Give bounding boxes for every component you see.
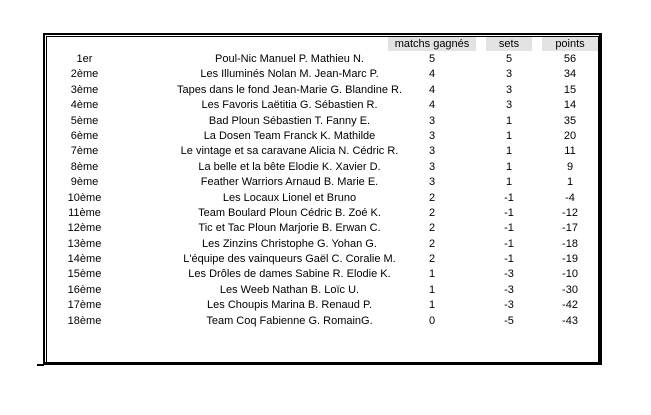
sets-cell: 1: [505, 114, 513, 127]
rank-cell: 5ème: [70, 114, 99, 127]
points-cell: -42: [562, 299, 578, 312]
sets-cell: 3: [505, 99, 513, 112]
header-points: points: [542, 37, 598, 51]
sets-cell: -1: [504, 237, 514, 250]
points-cell: 20: [563, 129, 577, 142]
wins-cell: 1: [428, 299, 436, 312]
points-cell: 56: [563, 53, 577, 65]
table-row: [48, 252, 596, 267]
table-row: [48, 83, 596, 98]
points-cell: 11: [564, 145, 576, 158]
points-cell: 35: [563, 114, 577, 127]
wins-cell: 2: [428, 237, 436, 250]
rank-cell: 14ème: [67, 253, 102, 266]
wins-cell: 4: [428, 68, 436, 81]
sets-cell: 3: [505, 68, 513, 81]
points-cell: -12: [562, 206, 578, 219]
rank-cell: 4ème: [70, 99, 99, 112]
wins-cell: 3: [428, 145, 436, 158]
sets-cell: 1: [505, 176, 513, 189]
points-cell: 15: [563, 83, 577, 96]
header-sets: sets: [486, 37, 532, 51]
team-cell: Le vintage et sa caravane Alicia N. Cédric R.: [180, 145, 399, 158]
table-row: [48, 206, 596, 221]
sets-cell: -1: [504, 253, 514, 266]
team-cell: Team Boulard Ploun Cédric B. Zoé K.: [198, 206, 381, 219]
rank-cell: 2ème: [70, 68, 99, 81]
sets-cell: 1: [505, 129, 513, 142]
wins-cell: 2: [428, 206, 436, 219]
rank-cell: 18ème: [67, 314, 102, 327]
points-cell: -17: [562, 222, 578, 235]
wins-cell: 2: [428, 191, 436, 204]
rank-cell: 7ème: [70, 145, 99, 158]
points-cell: -18: [562, 237, 578, 250]
team-cell: Les Locaux Lionel et Bruno: [222, 191, 357, 204]
table-row: [48, 267, 596, 282]
rank-cell: 13ème: [67, 237, 102, 250]
wins-cell: 3: [428, 160, 436, 173]
wins-cell: 4: [428, 83, 436, 96]
table-left-rule: [37, 364, 44, 366]
team-cell: Team Coq Fabienne G. RomainG.: [206, 314, 373, 327]
team-cell: La belle et la bête Elodie K. Xavier D.: [198, 160, 381, 173]
team-cell: Tapes dans le fond Jean-Marie G. Blandine R.: [176, 83, 403, 96]
rank-cell: 8ème: [70, 160, 99, 173]
wins-cell: 5: [428, 53, 436, 65]
table-row: [48, 283, 596, 298]
team-cell: Les Favoris Laëtitia G. Sébastien R.: [201, 99, 378, 112]
rank-cell: 12ème: [67, 222, 102, 235]
rank-cell: 10ème: [67, 191, 102, 204]
sets-cell: -3: [504, 283, 514, 296]
sets-cell: -1: [504, 191, 514, 204]
rank-cell: 11ème: [68, 206, 101, 219]
table-row: [48, 221, 596, 236]
points-cell: -4: [565, 191, 575, 204]
wins-cell: 4: [428, 99, 436, 112]
sets-cell: 5: [505, 53, 513, 65]
table-row: [48, 160, 596, 175]
points-cell: 1: [566, 176, 574, 189]
table-row: [48, 98, 596, 113]
sets-cell: -5: [504, 314, 514, 327]
table-row: [48, 314, 596, 329]
ranking-table-body: [48, 52, 596, 329]
team-cell: Poul-Nic Manuel P. Mathieu N.: [215, 53, 364, 65]
table-row: [48, 52, 596, 67]
team-cell: Les Drôles de dames Sabine R. Elodie K.: [188, 268, 391, 281]
team-cell: Les Weeb Nathan B. Loïc U.: [219, 283, 360, 296]
sets-cell: -3: [504, 268, 514, 281]
points-cell: 34: [563, 68, 577, 81]
table-row: [48, 237, 596, 252]
points-cell: -19: [562, 253, 578, 266]
team-cell: La Dosen Team Franck K. Mathilde: [203, 129, 376, 142]
table-row: [48, 175, 596, 190]
table-row: [48, 129, 596, 144]
rank-cell: 17ème: [67, 299, 102, 312]
table-row: [48, 114, 596, 129]
rank-cell: 9ème: [70, 176, 99, 189]
team-cell: Feather Warriors Arnaud B. Marie E.: [200, 176, 379, 189]
wins-cell: 0: [428, 314, 436, 327]
table-row: [48, 191, 596, 206]
points-cell: 14: [563, 99, 577, 112]
points-cell: -30: [562, 283, 578, 296]
sets-cell: 1: [505, 160, 513, 173]
sets-cell: 1: [505, 145, 513, 158]
team-cell: Les Illuminés Nolan M. Jean-Marc P.: [200, 68, 379, 81]
team-cell: Les Choupis Marina B. Renaud P.: [207, 299, 372, 312]
rank-cell: 3ème: [70, 83, 99, 96]
sets-cell: 3: [505, 83, 513, 96]
wins-cell: 2: [428, 222, 436, 235]
wins-cell: 2: [428, 253, 436, 266]
sets-cell: -1: [504, 206, 514, 219]
table-row: [48, 144, 596, 159]
points-cell: 9: [566, 160, 574, 173]
points-cell: -43: [562, 314, 578, 327]
rank-cell: 16ème: [67, 283, 102, 296]
team-cell: L'équipe des vainqueurs Gaël C. Coralie M.: [183, 253, 396, 266]
wins-cell: 3: [428, 129, 436, 142]
header-matchs-gagnes: matchs gagnés: [388, 37, 476, 51]
sets-cell: -1: [504, 222, 514, 235]
wins-cell: 1: [428, 268, 436, 281]
wins-cell: 3: [428, 176, 436, 189]
sets-cell: -3: [504, 299, 514, 312]
points-cell: -10: [562, 268, 578, 281]
table-row: [48, 298, 596, 313]
team-cell: Bad Ploun Sébastien T. Fanny E.: [208, 114, 371, 127]
rank-cell: 6ème: [70, 129, 99, 142]
table-row: [48, 67, 596, 82]
rank-cell: 15ème: [67, 268, 102, 281]
team-cell: Les Zinzins Christophe G. Yohan G.: [202, 237, 377, 250]
wins-cell: 3: [428, 114, 436, 127]
wins-cell: 1: [428, 283, 436, 296]
team-cell: Tic et Tac Ploun Marjorie B. Erwan C.: [198, 222, 381, 235]
rank-cell: 1er: [76, 53, 93, 65]
